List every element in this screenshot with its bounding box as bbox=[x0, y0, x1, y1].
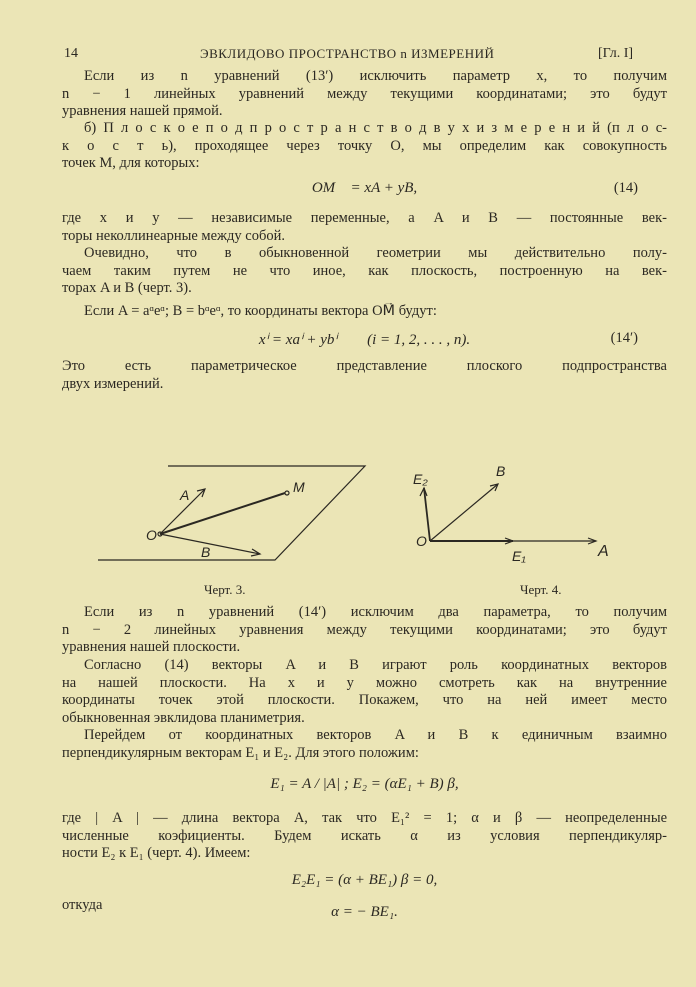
text-line: n − 2 линейных уравнения между текущими координатами; это будут bbox=[62, 621, 667, 638]
text-line: торы неколлинеарные между собой. bbox=[62, 227, 286, 244]
chapter-ref: [Гл. I] bbox=[598, 46, 634, 61]
label-A: A bbox=[598, 543, 609, 560]
text-line: перпендикулярным векторам E₁ и E₂. Для этого положим: bbox=[62, 744, 419, 761]
text-line: откуда bbox=[62, 897, 103, 913]
page-number: 14 bbox=[64, 46, 78, 61]
equation-number: (14) bbox=[613, 180, 638, 196]
text-line: чаем таким путем не что иное, как плоскость, построенную на век- bbox=[62, 262, 667, 279]
text-line: на нашей плоскости. На x и y можно смотреть как на внутренние bbox=[62, 674, 667, 691]
equation-alpha: α = − BE₁. bbox=[331, 904, 398, 920]
text-line: Это есть параметрическое представление плоского подпространства bbox=[62, 358, 667, 374]
figure-3-caption: Черт. 3. bbox=[204, 582, 246, 597]
paragraph-eliminate-two bbox=[62, 604, 667, 657]
text-line: Если из n уравнений (14′) исключим два параметра, то получим bbox=[84, 604, 667, 620]
point-M bbox=[285, 491, 289, 495]
running-title: ЭВКЛИДОВО ПРОСТРАНСТВО n ИЗМЕРЕНИЙ bbox=[200, 46, 495, 61]
text-line: Если из n уравнений (13′) исключить параметр x, то получим bbox=[84, 68, 667, 84]
text-line: Согласно (14) векторы A и B играют роль координатных векторов bbox=[84, 657, 667, 673]
arrowhead-E2 bbox=[420, 488, 427, 496]
equation-E1-E2: E₁ = A / |A| ; E₂ = (αE₁ + B) β, bbox=[270, 776, 459, 792]
text-line: Перейдем от координатных векторов A и B к единичным взаимно bbox=[84, 727, 667, 743]
equation-text: xⁱ = xaⁱ + ybⁱ (i = 1, 2, . . . , n). bbox=[258, 332, 471, 348]
label-M: M bbox=[293, 479, 305, 495]
label-E2: E₂ bbox=[413, 471, 428, 487]
text-line: где x и y — независимые переменные, а A и B — постоянные век- bbox=[62, 210, 667, 226]
text-line: n − 1 линейных уравнений между текущими координатами; это будут bbox=[62, 85, 667, 102]
equation-perpendicular: E₂E₁ = (α + BE₁) β = 0, bbox=[291, 872, 438, 888]
label-O: O bbox=[416, 533, 427, 549]
plane-parallelogram bbox=[98, 466, 365, 560]
label-B: B bbox=[496, 463, 506, 479]
text-line: обыкновенная эвклидова планиметрия. bbox=[62, 709, 305, 726]
label-A: A bbox=[180, 487, 190, 503]
text-line: координаты точек этой плоскости. Покажем, что на ней имеет место bbox=[62, 692, 667, 709]
equation-number: (14′) bbox=[610, 330, 638, 346]
vector-B bbox=[430, 484, 498, 541]
paragraph-unit-vectors bbox=[62, 727, 667, 762]
text-line: уравнения нашей прямой. bbox=[62, 103, 223, 120]
text-line: б) П л о с к о е п о д п р о с т р а н с т в о д в у х и з м е р е н и й (п л о с- bbox=[84, 120, 667, 136]
text-line: ности E₂ к E₁ (черт. 4). Имеем: bbox=[62, 845, 251, 862]
text-line: численные коэфициенты. Будем искать α из условия перпендикуляр- bbox=[62, 827, 667, 844]
paragraph-according-14 bbox=[62, 657, 667, 727]
text-line: Очевидно, что в обыкновенной геометрии мы действительно полу- bbox=[84, 245, 667, 261]
figure-3 bbox=[98, 466, 365, 560]
label-O: O bbox=[146, 527, 157, 543]
label-B: B bbox=[201, 544, 211, 560]
equation-text: OM⃗ = xA + yB, bbox=[311, 180, 418, 196]
text-line: к о с т ь), проходящее через точку O, мы определим как совокупность bbox=[62, 137, 667, 154]
text-line: Если A = aᵅeᵅ; B = bᵅeᵅ, то координаты вектора OM⃗ будут: bbox=[84, 303, 437, 319]
text-line: уравнения нашей плоскости. bbox=[62, 639, 241, 656]
label-E1: E₁ bbox=[512, 548, 526, 564]
text-line: торах A и B (черт. 3). bbox=[62, 280, 192, 297]
figure-4-caption: Черт. 4. bbox=[520, 582, 562, 597]
text-line: двух измерений. bbox=[62, 375, 164, 392]
figure-4 bbox=[413, 463, 609, 564]
paragraph-where-A bbox=[62, 810, 667, 863]
text-line: где | A | — длина вектора A, так что E₁² = 1; α и β — неопределенные bbox=[62, 810, 667, 826]
vector-OM bbox=[160, 493, 285, 534]
text-line: точек M, для которых: bbox=[62, 155, 200, 172]
